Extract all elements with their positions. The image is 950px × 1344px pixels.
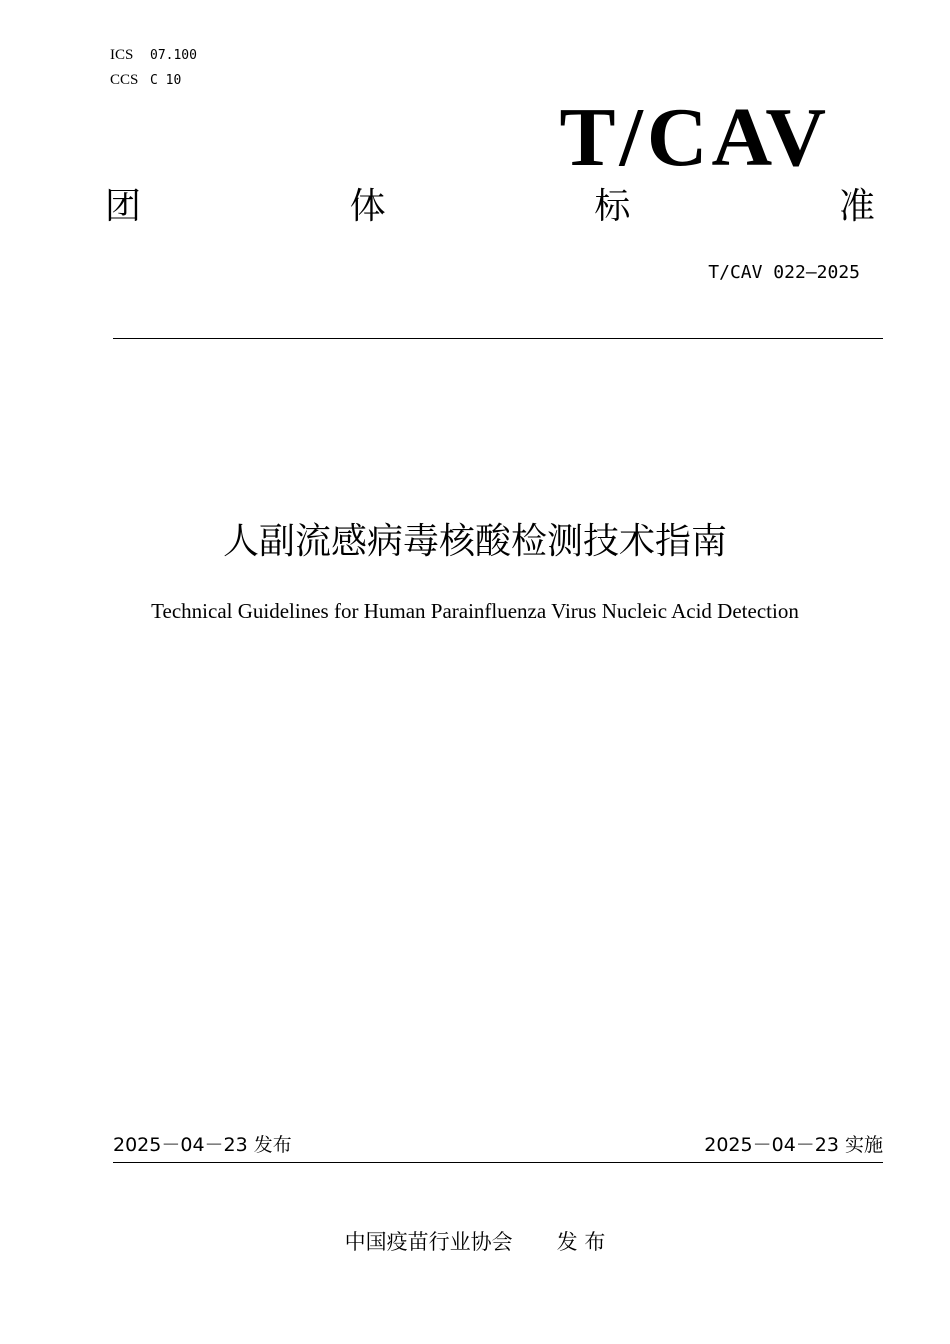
standard-logo: T/CAV <box>559 91 830 184</box>
org-type-char: 体 <box>349 186 386 227</box>
org-type-char: 团 <box>105 186 142 227</box>
issuer-name: 中国疫苗行业协会 <box>344 1230 513 1254</box>
ccs-label: CCS <box>110 72 139 88</box>
standard-number: T/CAV 022—2025 <box>708 262 860 283</box>
document-title-en: Technical Guidelines for Human Parainfluenza Virus Nucleic Acid Detection <box>151 599 799 623</box>
release-date: 2025－04－23 发布 <box>113 1134 292 1156</box>
ics-classification <box>110 47 197 64</box>
issuer-action: 发 布 <box>556 1230 606 1254</box>
issuer-line <box>0 1228 950 1256</box>
header-divider <box>113 338 883 339</box>
org-type-char: 标 <box>594 186 631 227</box>
ccs-classification <box>110 72 181 89</box>
footer-divider <box>113 1162 883 1163</box>
org-type-heading <box>105 186 875 228</box>
org-type-char: 准 <box>838 186 875 227</box>
implementation-date: 2025－04－23 实施 <box>704 1134 883 1156</box>
ics-label: ICS <box>110 47 134 63</box>
document-title-cn: 人副流感病毒核酸检测技术指南 <box>222 521 727 562</box>
ccs-value: C 10 <box>150 73 182 88</box>
ics-value: 07.100 <box>150 48 197 63</box>
